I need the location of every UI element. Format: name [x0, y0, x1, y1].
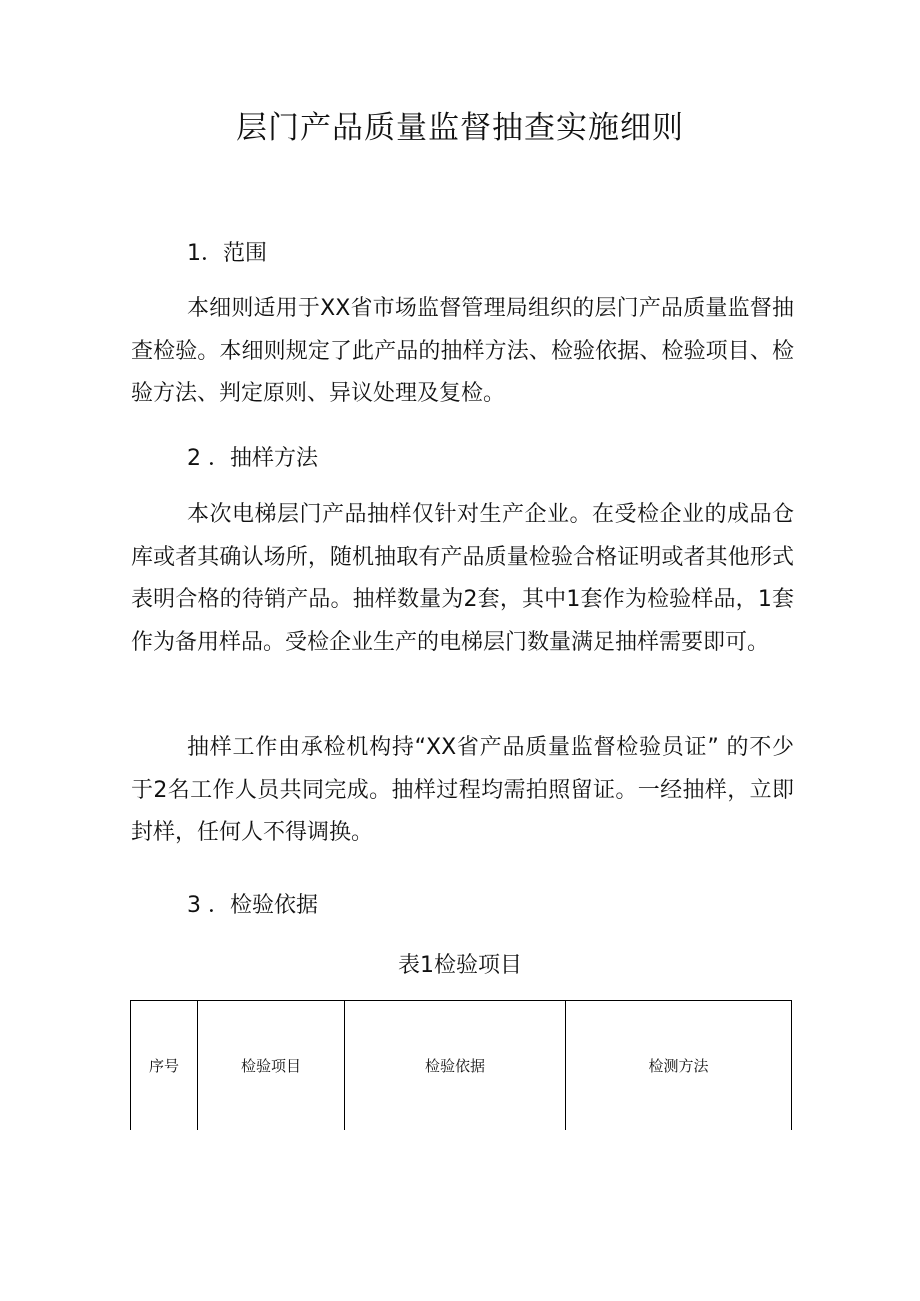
column-header-basis: 检验依据: [345, 1001, 566, 1131]
column-header-serial: 序号: [131, 1001, 198, 1131]
table-header-row: [131, 1001, 792, 1131]
document-title: 层门产品质量监督抽查实施细则: [236, 110, 684, 146]
table-caption: 表1检验项目: [398, 953, 522, 978]
paragraph-scope: 本细则适用于XX省市场监督管理局组织的层门产品质量监督抽查检验。本细则规定了此产品的抽样方法、检验依据、检验项目、检验方法、判定原则、异议处理及复检。: [131, 296, 794, 407]
column-header-item: 检验项目: [198, 1001, 345, 1131]
paragraph-sampling-2: 抽样工作由承检机构持“XX省产品质量监督检验员证” 的不少于2名工作人员共同完成。抽样过程均需拍照留证。一经抽样，立即封样，任何人不得调换。: [131, 735, 794, 846]
section-heading-basis: 3 ．检验依据: [187, 893, 318, 918]
section-heading-sampling: 2 ．抽样方法: [187, 446, 318, 471]
column-header-method: 检测方法: [566, 1001, 792, 1131]
section-heading-scope: 1．范围: [187, 241, 267, 266]
paragraph-sampling-1: 本次电梯层门产品抽样仅针对生产企业。在受检企业的成品仓库或者其确认场所，随机抽取有产品质量检验合格证明或者其他形式表明合格的待销产品。抽样数量为2套，其中1套作为检验样品，1套作为备用样品。受检企业生产的电梯层门数量满足抽样需要即可。: [131, 502, 794, 655]
inspection-items-table: [130, 1000, 792, 1130]
